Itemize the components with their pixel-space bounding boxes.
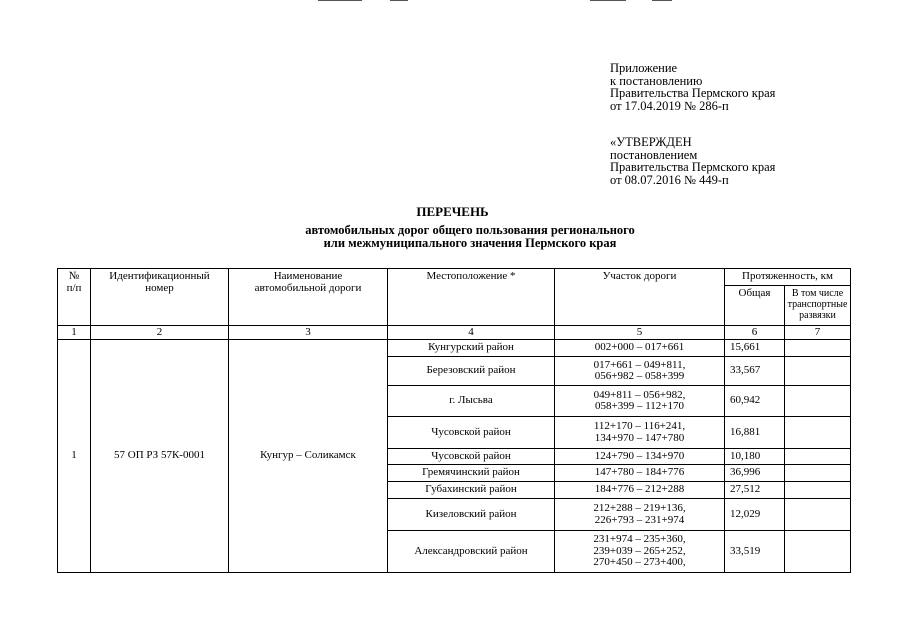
- header-text: транспортные: [787, 299, 848, 310]
- location-cell: Кизеловский район: [388, 499, 555, 531]
- total-cell: 10,180: [725, 449, 785, 465]
- total-cell: 33,519: [725, 531, 785, 573]
- header-text: В том числе: [791, 288, 844, 299]
- interchanges-cell: [785, 449, 851, 465]
- header-name: [229, 269, 388, 326]
- section-line: 147+780 – 184+776: [594, 466, 685, 479]
- column-number: 5: [555, 326, 725, 340]
- header-id: [91, 269, 229, 326]
- interchanges-cell: [785, 499, 851, 531]
- interchanges-cell: [785, 357, 851, 386]
- appendix-line: к постановлению: [610, 73, 703, 88]
- section-line: 231+974 – 235+360,: [593, 533, 686, 546]
- section-line: 270+450 – 273+400,: [593, 556, 686, 569]
- column-number: 4: [388, 326, 555, 340]
- total-cell: 27,512: [725, 482, 785, 499]
- header-text: номер: [145, 281, 174, 294]
- section-line: 239+039 – 265+252,: [593, 544, 686, 557]
- header-text: Наименование: [273, 270, 343, 282]
- table-row: [58, 340, 851, 357]
- approved-line: «УТВЕРЖДЕН: [610, 135, 692, 149]
- appendix-line: Приложение: [610, 61, 678, 75]
- road-id: 57 ОП РЗ 57К-0001: [91, 340, 229, 573]
- location-cell: Кунгурский район: [388, 340, 555, 357]
- header-text: Идентификационный: [109, 270, 210, 282]
- total-cell: 33,567: [725, 357, 785, 386]
- header-length: Протяженность, км: [725, 269, 851, 286]
- interchanges-cell: [785, 531, 851, 573]
- header-text: автомобильной дороги: [254, 281, 362, 294]
- section-line: 184+776 – 212+288: [594, 483, 685, 496]
- interchanges-cell: [785, 465, 851, 482]
- document-title: ПЕРЕЧЕНЬ: [416, 204, 489, 219]
- column-number: 7: [785, 326, 851, 340]
- header-text: п/п: [66, 281, 82, 294]
- top-scan-marks: [0, 0, 905, 4]
- total-cell: 36,996: [725, 465, 785, 482]
- section-line: 058+399 – 112+170: [595, 400, 684, 412]
- document-subtitle: [170, 224, 770, 250]
- section-cell: [555, 386, 725, 417]
- column-number: 3: [229, 326, 388, 340]
- section-cell: [555, 340, 725, 357]
- table-header-row: [58, 269, 851, 286]
- location-cell: Чусовской район: [388, 449, 555, 465]
- section-line: 226+793 – 231+974: [594, 513, 685, 526]
- total-cell: 12,029: [725, 499, 785, 531]
- column-number: 2: [91, 326, 229, 340]
- header-text: №: [68, 270, 80, 282]
- location-cell: Березовский район: [388, 357, 555, 386]
- approved-line: от 08.07.2016 № 449-п: [610, 172, 729, 187]
- section-line: 212+288 – 219+136,: [593, 502, 686, 514]
- location-cell: Губахинский район: [388, 482, 555, 499]
- section-cell: [555, 499, 725, 531]
- header-num: [58, 269, 91, 326]
- approved-block: [610, 136, 775, 186]
- location-cell: Чусовской район: [388, 417, 555, 449]
- approved-line: Правительства Пермского края: [610, 160, 776, 175]
- total-cell: 16,881: [725, 417, 785, 449]
- header-section: Участок дороги: [555, 269, 725, 326]
- road-name: Кунгур – Соликамск: [229, 340, 388, 573]
- location-cell: Александровский район: [388, 531, 555, 573]
- appendix-block: [610, 62, 775, 112]
- header-interchanges: [785, 286, 851, 326]
- location-cell: г. Лысьва: [388, 386, 555, 417]
- interchanges-cell: [785, 482, 851, 499]
- subtitle-line: автомобильных дорог общего пользования регионального: [305, 223, 635, 237]
- section-line: 134+970 – 147+780: [594, 431, 685, 444]
- section-cell: [555, 465, 725, 482]
- location-cell: Гремячинский район: [388, 465, 555, 482]
- total-cell: 15,661: [725, 340, 785, 357]
- road-num: 1: [58, 340, 91, 573]
- header-location: Местоположение *: [388, 269, 555, 326]
- section-line: 124+790 – 134+970: [594, 449, 685, 462]
- section-cell: [555, 417, 725, 449]
- header-total: Общая: [725, 286, 785, 326]
- column-number: 6: [725, 326, 785, 340]
- section-line: 049+811 – 056+982,: [593, 388, 686, 401]
- subtitle-line: или межмуниципального значения Пермского края: [323, 236, 617, 250]
- section-line: 112+170 – 116+241,: [593, 420, 686, 432]
- section-cell: [555, 449, 725, 465]
- column-number-row: [58, 326, 851, 340]
- section-line: 017+661 – 049+811,: [593, 358, 686, 371]
- section-cell: [555, 482, 725, 499]
- section-cell: [555, 531, 725, 573]
- column-number: 1: [58, 326, 91, 340]
- appendix-line: Правительства Пермского края: [610, 86, 776, 101]
- interchanges-cell: [785, 417, 851, 449]
- header-text: развязки: [799, 310, 836, 321]
- section-line: 056+982 – 058+399: [594, 370, 685, 382]
- section-cell: [555, 357, 725, 386]
- interchanges-cell: [785, 386, 851, 417]
- roads-table: [57, 268, 851, 573]
- section-line: 002+000 – 017+661: [594, 341, 685, 354]
- total-cell: 60,942: [725, 386, 785, 417]
- approved-line: постановлением: [610, 147, 698, 162]
- interchanges-cell: [785, 340, 851, 357]
- appendix-line: от 17.04.2019 № 286-п: [610, 98, 729, 113]
